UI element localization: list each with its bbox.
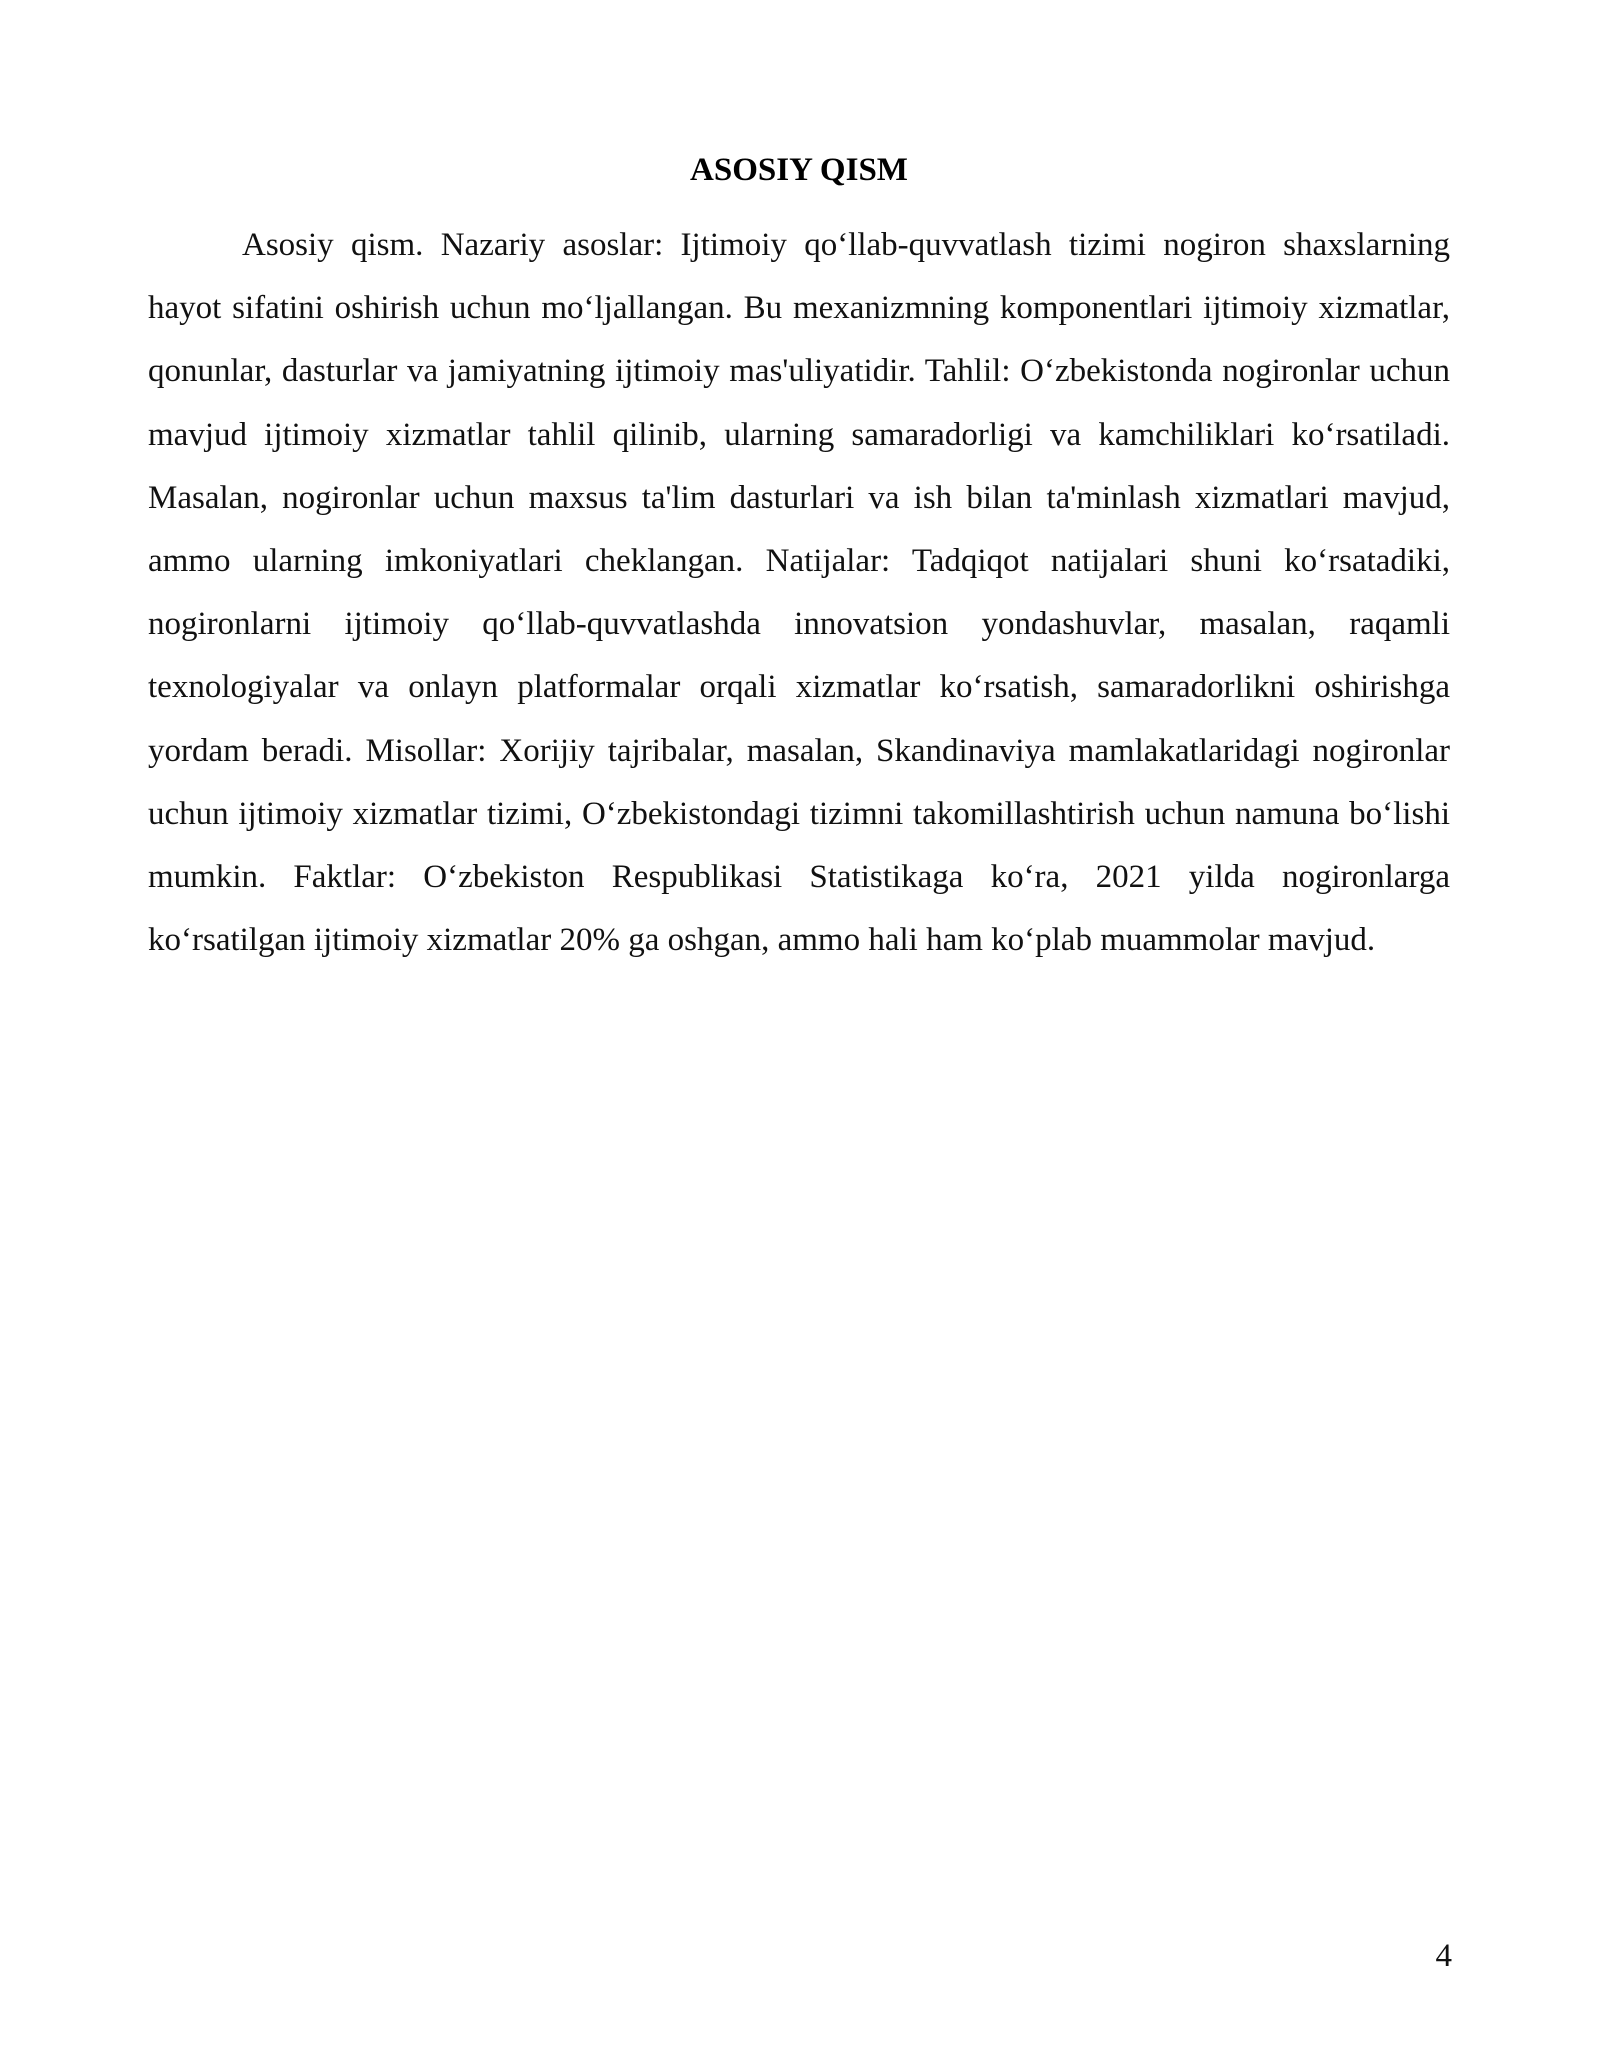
section-heading: ASOSIY QISM [690,152,908,188]
body-paragraph: Asosiy qism. Nazariy asoslar: Ijtimoiy qo‘llab-quvvatlash tizimi nogiron shaxslarning hayot sifatini oshirish uchun mo‘ljallangan. Bu mexanizmning komponentlari ijtimoiy xizmatlar, qonunlar, dasturlar va jamiyatning ijtimoiy mas'uliyatidir. Tahlil: O‘zbekistonda nogironlar uchun mavjud ijtimoiy xizmatlar tahlil qilinib, ularning samaradorligi va kamchiliklari ko‘rsatiladi. Masalan, nogironlar uchun maxsus ta'lim dasturlari va ish bilan ta'minlash xizmatlari mavjud, ammo ularning imkoniyatlari cheklangan. Natijalar: Tadqiqot natijalari shuni ko‘rsatadiki, nogironlarni ijtimoiy qo‘llab-quvvatlashda innovatsion yondashuvlar, masalan, raqamli texnologiyalar va onlayn platformalar orqali xizmatlar ko‘rsatish, samaradorlikni oshirishga yordam beradi. Misollar: Xorijiy tajribalar, masalan, Skandinaviya mamlakatlaridagi nogironlar uchun ijtimoiy xizmatlar tizimi, O‘zbekistondagi tizimni takomillashtirish uchun namuna bo‘lishi mumkin. Faktlar: O‘zbekiston Respublikasi Statistikaga ko‘ra, 2021 yilda nogironlarga ko‘rsatilgan ijtimoiy xizmatlar 20% ga oshgan, ammo hali ham ko‘plab muammolar mavjud. [148,227,1450,959]
page-number: 4 [1435,1938,1452,1974]
